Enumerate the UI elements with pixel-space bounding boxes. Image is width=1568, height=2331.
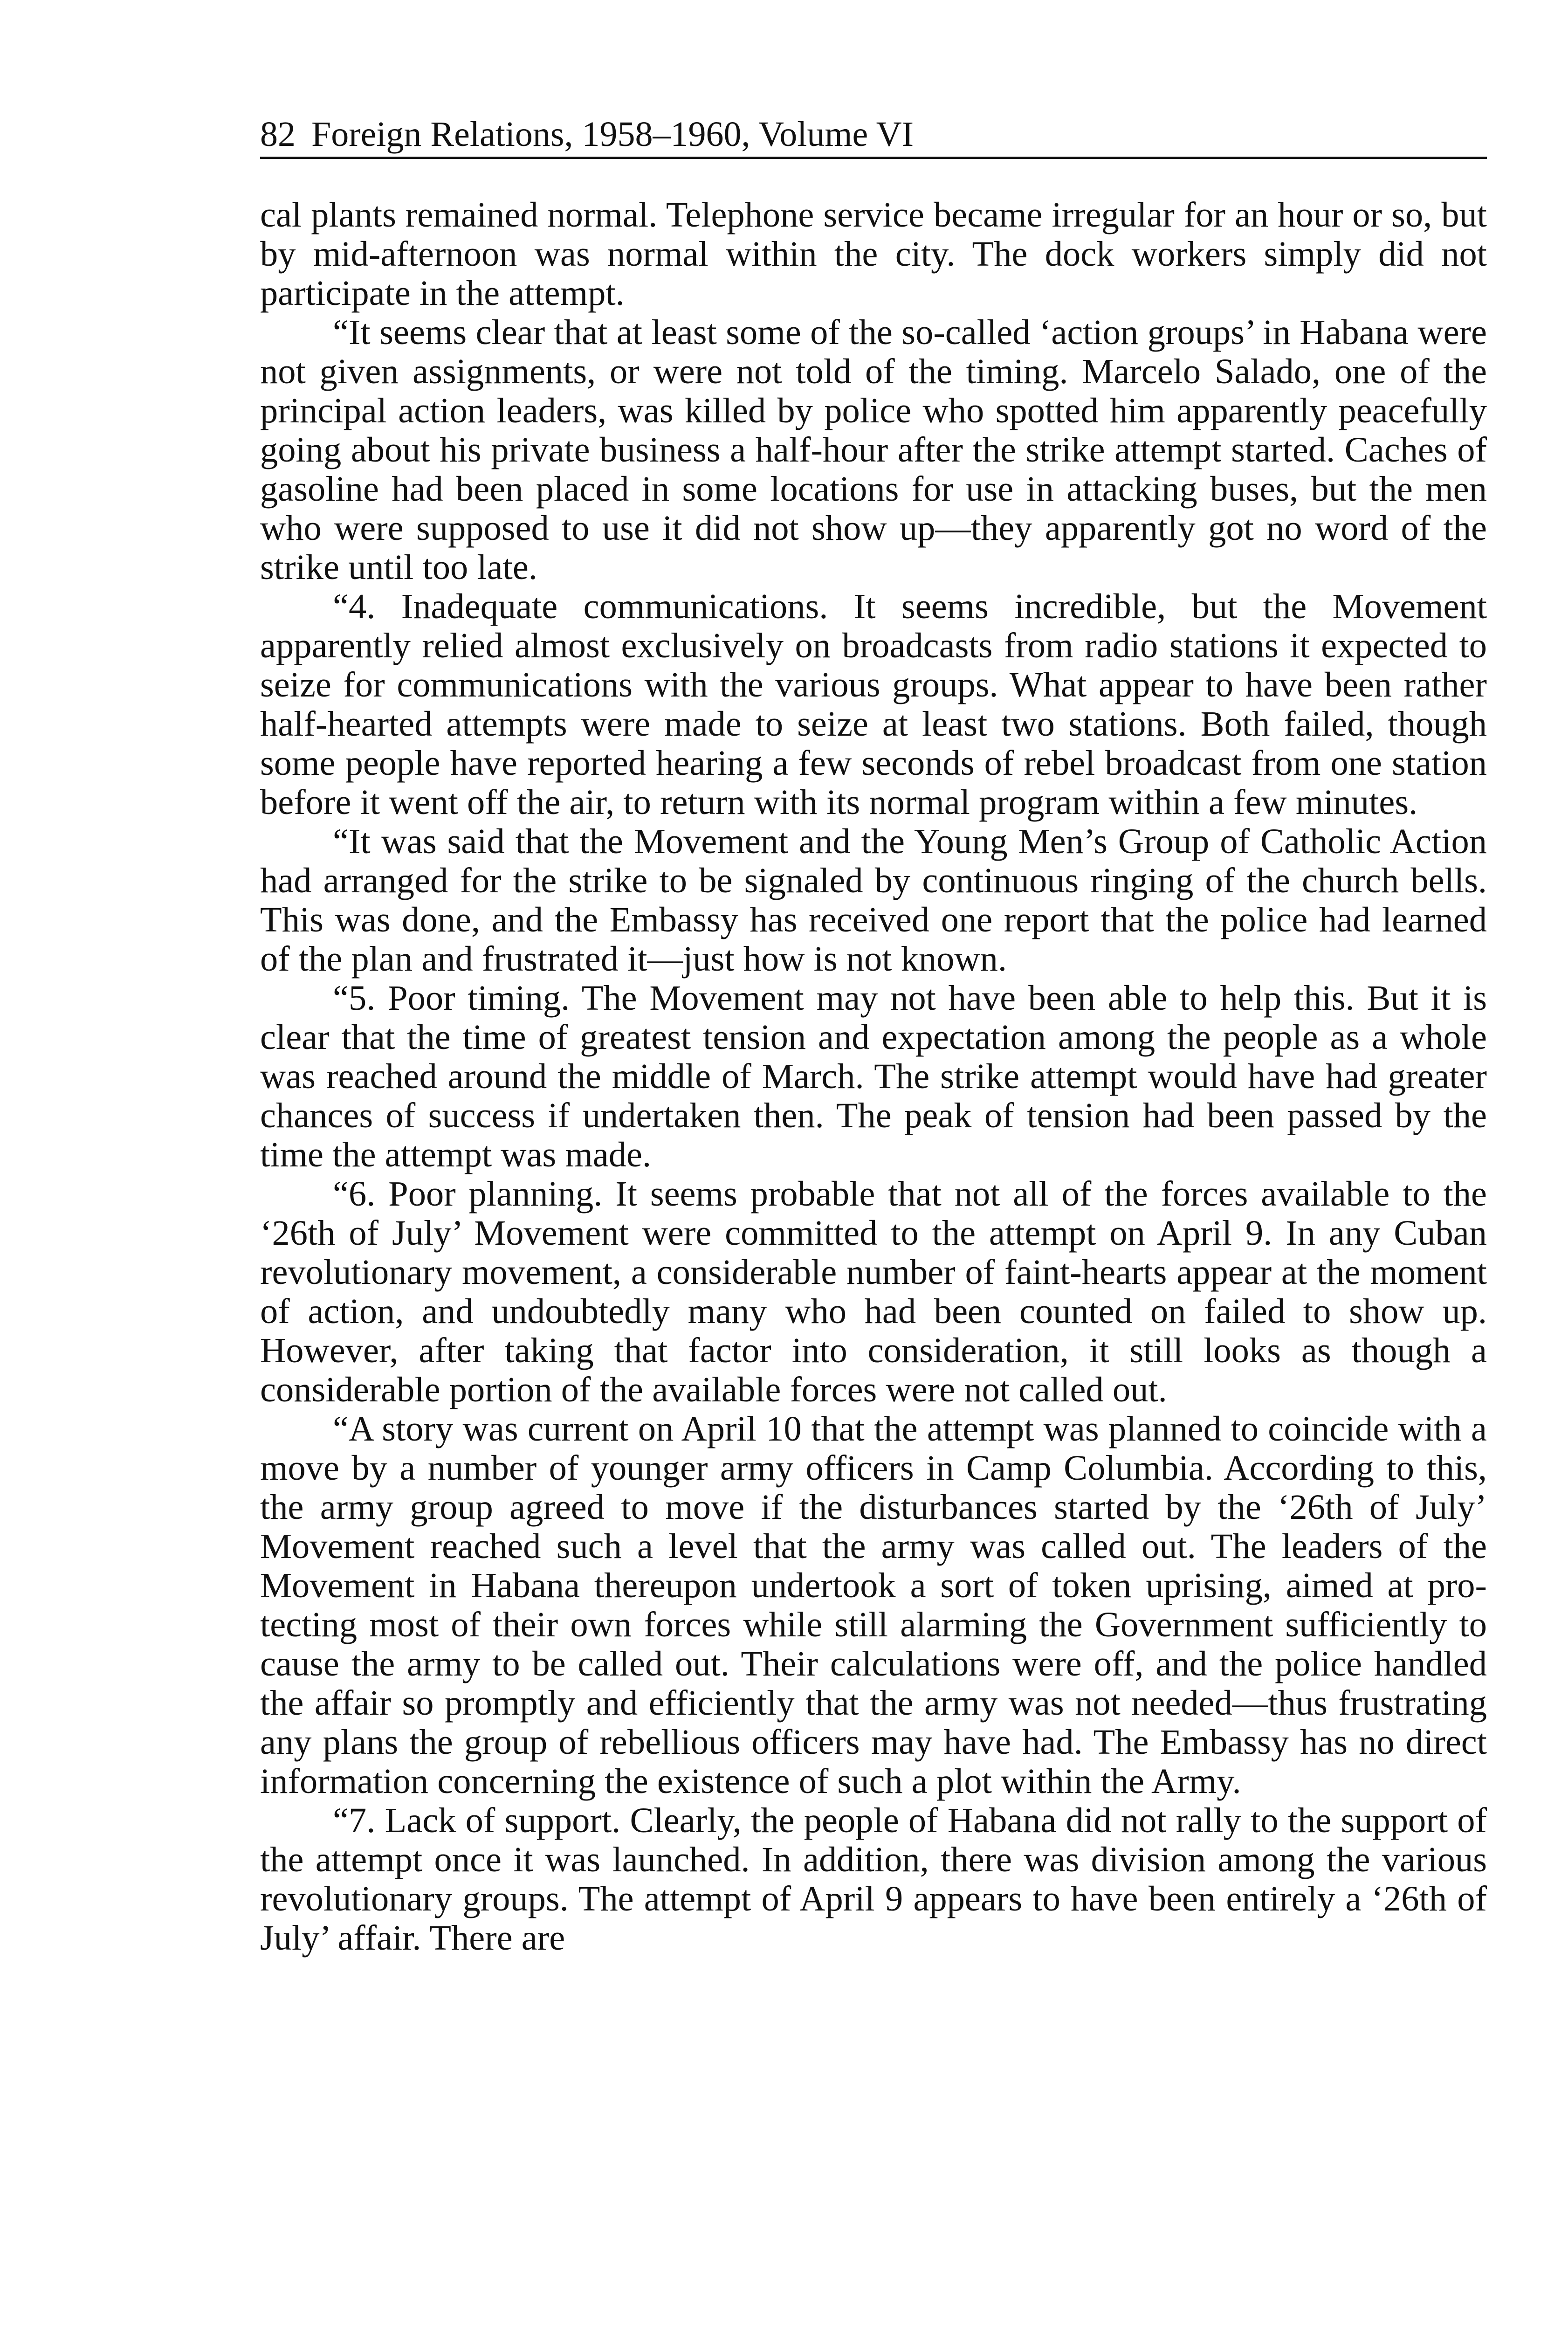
paragraph-continuation: cal plants remained normal. Telephone service became irregular for an hour or so, but by mid-afternoon was normal within the city. The dock workers simply did not participate in the attempt. [260, 195, 1487, 313]
document-page [260, 117, 1487, 1958]
page-number: 82 [260, 115, 296, 154]
running-head [260, 117, 1487, 159]
running-title: Foreign Relations, 1958–1960, Volume VI [311, 115, 914, 154]
paragraph-action-groups: “It seems clear that at least some of the so-called ‘action groups’ in Habana were not given assignments, or were not told of the timing. Marcelo Salado, one of the principal action leaders, was killed by police who spotted him apparently peacefully going about his private business a half-hour after the strike attempt started. Caches of gasoline had been placed in some locations for use in attacking buses, but the men who were supposed to use it did not show up—they apparently got no word of the strike until too late. [260, 312, 1487, 587]
paragraph-point-5: “5. Poor timing. The Movement may not have been able to help this. But it is clear that the time of greatest tension and expectation among the people as a whole was reached around the middle of March. The strike attempt would have had greater chances of success if undertaken then. The peak of tension had been passed by the time the attempt was made. [260, 978, 1487, 1174]
paragraph-point-6: “6. Poor planning. It seems probable that not all of the forces available to the ‘26th of July’ Movement were committed to the attempt on April 9. In any Cuban revolutionary movement, a considerable number of faint-hearts appear at the moment of action, and undoubtedly many who had been counted on failed to show up. However, after taking that factor into consideration, it still looks as though a considerable portion of the available forces were not called out. [260, 1174, 1487, 1409]
paragraph-army-story: “A story was current on April 10 that the attempt was planned to coincide with a move by a number of younger army officers in Camp Columbia. According to this, the army group agreed to move if the disturbances started by the ‘26th of July’ Movement reached such a level that the army was called out. The leaders of the Movement in Habana thereupon undertook a sort of token uprising, aimed at protecting most of their own forces while still alarming the Government sufficiently to cause the army to be called out. Their calculations were off, and the police handled the affair so promptly and efficiently that the army was not needed—thus frustrating any plans the group of rebellious officers may have had. The Embassy has no direct information concerning the existence of such a plot within the Army. [260, 1409, 1487, 1801]
paragraph-point-4: “4. Inadequate communications. It seems incredible, but the Movement apparently relied almost exclusively on broadcasts from radio stations it expected to seize for communications with the various groups. What appear to have been rather half-hearted attempts were made to seize at least two stations. Both failed, though some people have reported hearing a few seconds of rebel broadcast from one station before it went off the air, to return with its normal program within a few minutes. [260, 586, 1487, 822]
paragraph-church-bells: “It was said that the Movement and the Young Men’s Group of Catholic Action had arranged for the strike to be signaled by continuous ringing of the church bells. This was done, and the Embassy has received one report that the police had learned of the plan and frustrated it—just how is not known. [260, 821, 1487, 979]
body-text [260, 195, 1487, 1958]
paragraph-point-7: “7. Lack of support. Clearly, the people of Habana did not rally to the support of the attempt once it was launched. In addition, there was division among the various revolutionary groups. The attempt of April 9 appears to have been entirely a ‘26th of July’ affair. There are [260, 1800, 1487, 1958]
